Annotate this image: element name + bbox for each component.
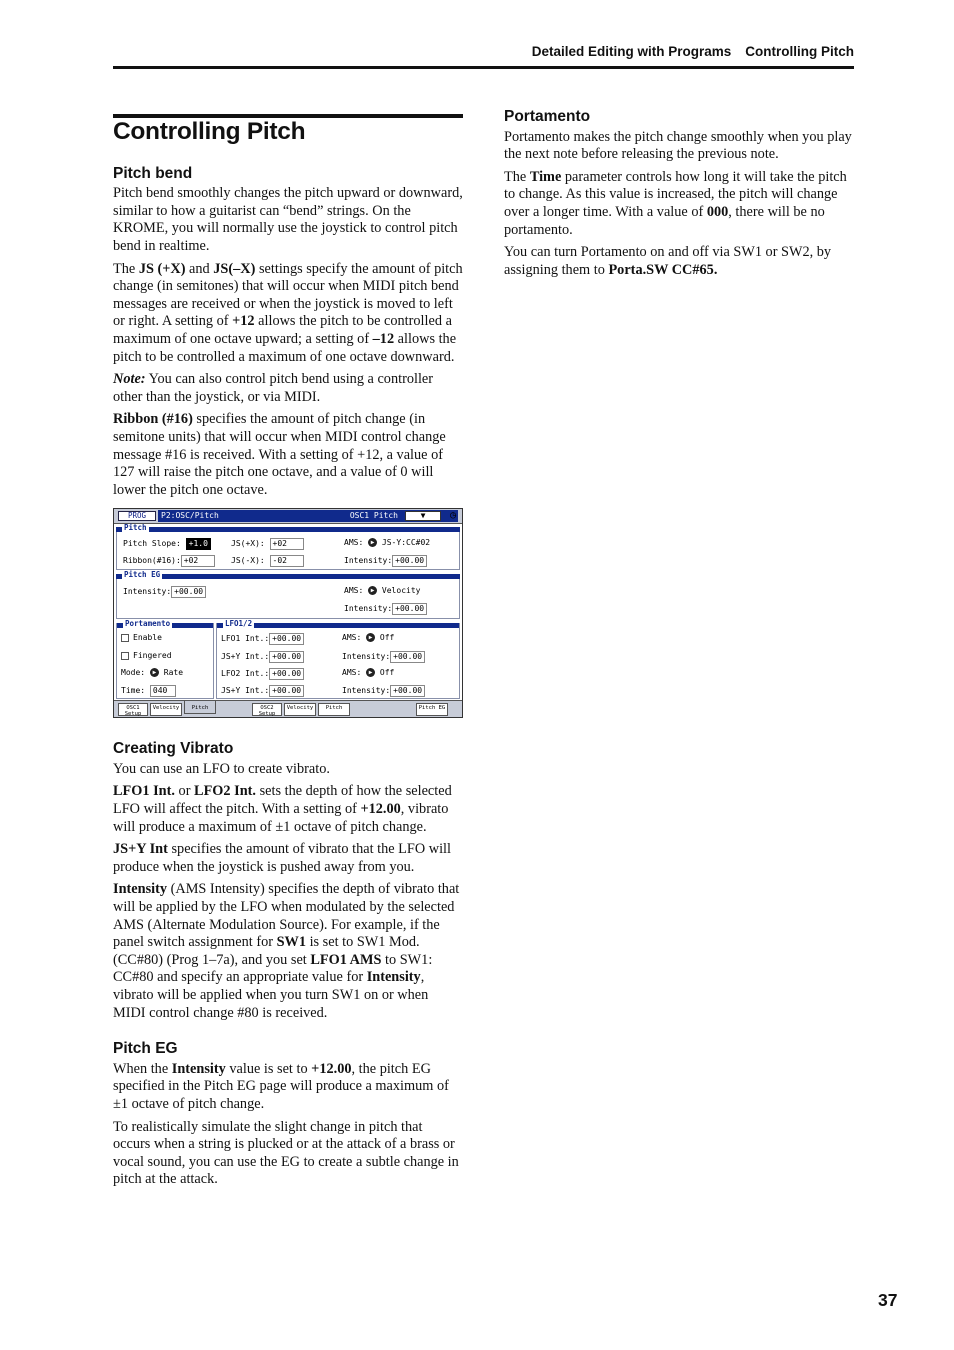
- clock-icon[interactable]: ◷: [449, 510, 456, 522]
- ams-lfo1-intensity-field[interactable]: Intensity: +00.00: [342, 651, 425, 663]
- vibrato-intro: You can use an LFO to create vibrato.: [113, 760, 330, 777]
- header-rule: [113, 66, 854, 69]
- arrow-right-icon: ▶: [150, 668, 159, 677]
- enable-checkbox[interactable]: Enable: [121, 633, 162, 643]
- pitch-eg-section-bar: Pitch EG: [116, 574, 460, 579]
- arrow-right-icon: ▶: [366, 633, 375, 642]
- ribbon-paragraph: Ribbon (#16) specifies the amount of pitch change (in semitone units) that will occur when MIDI control change message #16 is received. With a setting of +12, a value of 127 will raise the pitch one octave, and a value of 0 will lower the pitch one octave.: [113, 411, 446, 498]
- pitch-panel: [116, 532, 460, 570]
- vibrato-intensity-paragraph: Intensity (AMS Intensity) specifies the depth of vibrato that will be applied by the LFO when modulated by the selected AMS (Alternate Modulation Source). For example, if the panel switch assignment for SW1 is set to SW1 Mod. (CC#80) (Prog 1–7a), and you set LFO1 AMS to SW1: CC#80 and specify an appropriate value for Intensity, vibrato will be applied when you turn SW1 on or when MIDI control change #80 is received.: [113, 881, 460, 1021]
- js-minus-field[interactable]: JS(-X): -02: [231, 555, 304, 567]
- running-header: [532, 44, 854, 59]
- arrow-right-icon: ▶: [366, 668, 375, 677]
- tab-osc1-velocity[interactable]: Velocity: [150, 703, 182, 716]
- arrow-right-icon: ▶: [368, 538, 377, 547]
- lcd-screenshot: [113, 508, 463, 718]
- ams-lfo2-field[interactable]: AMS: ▶ Off: [342, 668, 395, 678]
- osc-select-label: OSC1 Pitch: [349, 511, 398, 521]
- portamento-switch-paragraph: You can turn Portamento on and off via SW1 or SW2, by assigning them to Porta.SW CC#65.: [504, 244, 832, 278]
- lcd-title-bar: [114, 509, 462, 524]
- pitch-slope-field[interactable]: Pitch Slope: +1.0: [123, 538, 211, 550]
- fingered-checkbox[interactable]: Fingered: [121, 651, 172, 661]
- pitch-bend-js-paragraph: The JS (+X) and JS(–X) settings specify the amount of pitch change (in semitones) that will occur when MIDI pitch bend messages are received or when the joystick is moved to left or right. A setting of +12 allows the pitch to be controlled a maximum of one octave upward; a setting of –12 allows the pitch to be controlled a maximum of one octave downward.: [113, 260, 463, 365]
- vibrato-lfo-paragraph: LFO1 Int. or LFO2 Int. sets the depth of how the selected LFO will affect the pitch. With a setting of +12.00, vibrato will produce a maximum of ±1 octave of pitch change.: [113, 783, 452, 835]
- lfo1-int-field[interactable]: LFO1 Int.: +00.00: [221, 633, 304, 645]
- vibrato-heading: Creating Vibrato: [113, 740, 234, 758]
- pitch-bend-intro: Pitch bend smoothly changes the pitch upward or downward, similar to how a guitarist can “bend” strings. On the KROME, you will normally use the joystick to control pitch bend in realtime.: [113, 185, 463, 254]
- header-topic: Controlling Pitch: [745, 44, 854, 59]
- chevron-down-icon: ▼: [420, 511, 426, 521]
- ams-lfo2-intensity-field[interactable]: Intensity: +00.00: [342, 685, 425, 697]
- ribbon-field[interactable]: Ribbon(#16): +02: [123, 555, 215, 567]
- page-number: 37: [878, 1290, 898, 1310]
- tab-osc2-setup[interactable]: OSC2 Setup: [252, 703, 282, 716]
- page-title: Controlling Pitch: [113, 118, 306, 145]
- pitch-bend-note: Note: You can also control pitch bend using a controller other than the joystick, or via MIDI.: [113, 371, 434, 405]
- js-plus-field[interactable]: JS(+X): +02: [231, 538, 304, 550]
- pitch-eg-simulate-paragraph: To realistically simulate the slight change in pitch that occurs when a string is plucked or at the attack of a brass or vocal sound, you can use the EG to create a subtle change in pitch at the attack.: [113, 1118, 459, 1188]
- portamento-section-bar: Portamento: [117, 623, 213, 628]
- jsy2-int-field[interactable]: JS+Y Int.: +00.00: [221, 685, 304, 697]
- ams-eg-field[interactable]: AMS: ▶ Velocity: [344, 586, 421, 596]
- intensity-pitch-field[interactable]: Intensity: +00.00: [344, 555, 427, 567]
- pitch-eg-intensity-paragraph: When the Intensity value is set to +12.00, the pitch EG specified in the Pitch EG page will produce a maximum of ±1 octave of pitch change.: [113, 1060, 449, 1112]
- eg-ams-intensity-field[interactable]: Intensity: +00.00: [344, 603, 427, 615]
- vibrato-jsy-paragraph: JS+Y Int specifies the amount of vibrato that the LFO will produce when the joystick is pushed away from you.: [113, 841, 452, 875]
- lcd-tab-bar: [114, 700, 462, 717]
- portamento-panel: [116, 619, 214, 699]
- pitch-eg-panel: [116, 579, 460, 619]
- tab-osc1-setup[interactable]: OSC1 Setup: [118, 703, 148, 716]
- portamento-intro: Portamento makes the pitch change smoothly when you play the next note before releasing the previous note.: [504, 128, 852, 163]
- time-field[interactable]: Time: 040: [121, 685, 176, 697]
- tab-pitch-eg[interactable]: Pitch EG: [416, 703, 448, 716]
- portamento-heading: Portamento: [504, 108, 591, 125]
- eg-intensity-field[interactable]: Intensity: +00.00: [123, 586, 206, 598]
- portamento-time-paragraph: The Time parameter controls how long it will take the pitch to change. As this value is increased, the pitch will change over a longer time. With a value of 000, there will be no portamento.: [504, 168, 847, 238]
- page-name: P2:OSC/Pitch: [161, 511, 219, 521]
- mode-indicator[interactable]: PROG: [118, 511, 156, 521]
- lfo2-int-field[interactable]: LFO2 Int.: +00.00: [221, 668, 304, 680]
- tab-osc2-pitch[interactable]: Pitch: [318, 703, 350, 716]
- jsy1-int-field[interactable]: JS+Y Int.: +00.00: [221, 651, 304, 663]
- page-title-bar: [158, 510, 458, 522]
- header-section: Detailed Editing with Programs: [531, 44, 732, 59]
- pitch-section-bar: Pitch: [116, 527, 460, 532]
- right-column: [504, 108, 854, 284]
- arrow-right-icon: ▶: [368, 586, 377, 595]
- lower-panels: [116, 619, 460, 699]
- lfo-panel: [216, 619, 460, 699]
- ams-pitch-field[interactable]: AMS: ▶ JS-Y:CC#02: [344, 538, 431, 548]
- page-menu-button[interactable]: [405, 511, 441, 521]
- pitch-bend-heading: Pitch bend: [113, 164, 193, 182]
- left-column: [113, 114, 463, 1194]
- tab-osc1-pitch[interactable]: Pitch: [184, 701, 216, 714]
- tab-osc2-velocity[interactable]: Velocity: [284, 703, 316, 716]
- pitch-eg-heading: Pitch EG: [113, 1040, 178, 1058]
- mode-field[interactable]: Mode: ▶ Rate: [121, 668, 184, 678]
- lfo-section-bar: LFO1/2: [217, 623, 459, 628]
- ams-lfo1-field[interactable]: AMS: ▶ Off: [342, 633, 395, 643]
